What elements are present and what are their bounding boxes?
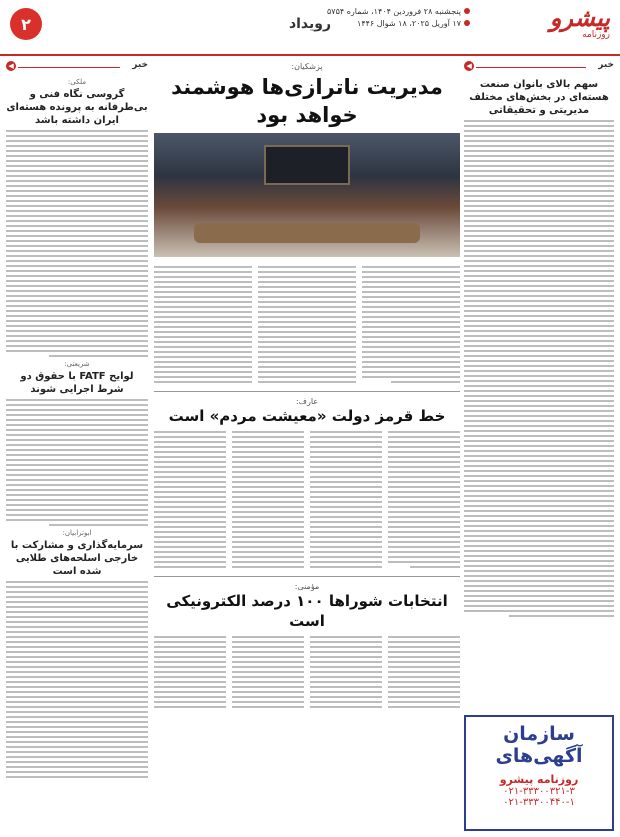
ad-line: آگهی‌های bbox=[495, 745, 583, 767]
section-tag: خبر ◀ bbox=[464, 60, 614, 74]
meeting-photo bbox=[154, 133, 460, 257]
ad-phone: ۰۲۱-۳۳۳۰۰۴۴۰-۱ bbox=[503, 797, 575, 808]
ad-phone: ۰۲۱-۳۳۳۰۰۳۲۱-۳ bbox=[503, 786, 575, 797]
story-kicker: شریعتی: bbox=[64, 360, 90, 368]
page-number-badge: ۲ bbox=[10, 8, 42, 40]
story-body bbox=[6, 130, 148, 357]
story-body bbox=[6, 399, 148, 526]
lead-headline: مدیریت ناترازی‌ها هوشمند خواهد بود bbox=[171, 75, 443, 127]
advertisement-box bbox=[464, 715, 614, 831]
story-headline: سهم بالای بانوان صنعت هسته‌ای در بخش‌های مختلف مدیریتی و تحقیقاتی bbox=[469, 79, 609, 116]
chevron-left-icon: ◀ bbox=[464, 61, 474, 71]
logo-text: پیشرو bbox=[549, 3, 610, 32]
left-column bbox=[6, 60, 148, 830]
section-tag: خبر ◀ bbox=[6, 60, 148, 74]
story-headline: گروسی نگاه فنی و بی‌طرفانه به پرونده هسته‌ای ایران داشته باشد bbox=[6, 89, 148, 126]
main-column bbox=[154, 60, 460, 830]
bullet-icon bbox=[464, 20, 470, 26]
section-title: رویداد bbox=[288, 16, 332, 32]
story-kicker: ابوترابیان: bbox=[62, 529, 92, 537]
story-body bbox=[154, 631, 460, 711]
story-headline: انتخابات شوراها ۱۰۰ درصد الکترونیکی است bbox=[166, 592, 448, 630]
story-divider bbox=[154, 391, 460, 392]
logo-prefix: روزنامه bbox=[582, 30, 610, 40]
page-header bbox=[0, 0, 620, 54]
story-divider bbox=[154, 576, 460, 577]
masthead-logo bbox=[500, 4, 610, 48]
date-line: پنجشنبه ۲۸ فروردین ۱۴۰۴، شماره ۵۷۵۴ ۱۷ آوریل ۲۰۲۵، ۱۸ شوال ۱۴۴۶ bbox=[327, 6, 470, 30]
lead-kicker: پزشکیان: bbox=[291, 62, 323, 71]
story-headline: لوایح FATF با حقوق دو شرط اجرایی شوند bbox=[20, 371, 134, 395]
photo-table bbox=[194, 223, 420, 243]
story-headline: خط قرمز دولت «معیشت مردم» است bbox=[168, 407, 446, 425]
story-body bbox=[464, 120, 614, 617]
story-headline: سرمایه‌گذاری و مشارکت با خارجی اسلحه‌های طلایی شده است bbox=[10, 540, 144, 577]
story-kicker: مؤمنی: bbox=[294, 582, 320, 591]
header-rule bbox=[0, 54, 620, 56]
ad-line: روزنامه پیشرو bbox=[499, 773, 579, 786]
bullet-icon bbox=[464, 8, 470, 14]
story-kicker: ملکی: bbox=[67, 78, 87, 86]
photo-screen bbox=[264, 145, 350, 185]
story-body bbox=[6, 581, 148, 778]
chevron-left-icon: ◀ bbox=[6, 61, 16, 71]
ad-line: سازمان bbox=[503, 723, 575, 745]
lead-body bbox=[154, 261, 460, 386]
story-kicker: عارف: bbox=[295, 397, 319, 406]
story-body bbox=[154, 426, 460, 571]
